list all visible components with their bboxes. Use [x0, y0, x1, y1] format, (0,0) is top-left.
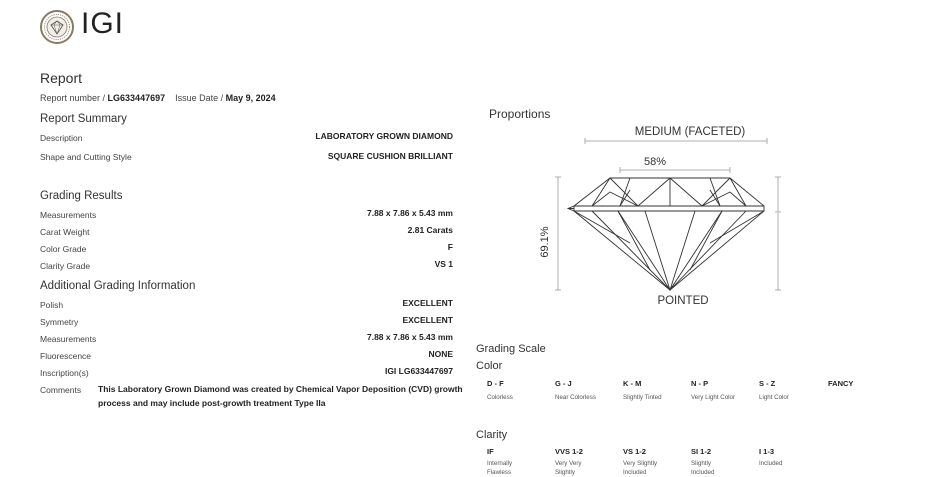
clarity-desc: Included: [691, 469, 715, 476]
color-scale-item: [759, 379, 824, 402]
color-grade: FANCY: [828, 379, 854, 388]
symmetry-label: Symmetry: [40, 317, 79, 327]
shape-label: Shape and Cutting Style: [40, 152, 132, 162]
clarity-desc: Very Slightly: [623, 460, 658, 467]
clarity-grade-value: VS 1: [434, 259, 453, 269]
grading-results-heading: Grading Results: [40, 190, 123, 202]
diamond-outline: [568, 178, 764, 290]
color-scale-item: [555, 379, 620, 402]
clarity-desc: Slightly: [691, 460, 711, 467]
clarity-desc: Included: [623, 469, 647, 476]
color-desc: Light Color: [759, 394, 789, 401]
clarity-grade: IF: [487, 447, 494, 456]
clarity-scale-heading: Clarity: [476, 429, 508, 441]
color-scale-item: [487, 379, 547, 402]
clarity-desc: Slightly: [555, 469, 575, 476]
grading-scale-heading: Grading Scale: [476, 343, 546, 355]
measurements-value-2: 7.88 x 7.86 x 5.43 mm: [366, 332, 453, 342]
clarity-scale-item: [691, 447, 756, 477]
depth-label: 69.1%: [539, 226, 551, 258]
measurements-label: Measurements: [40, 210, 97, 220]
color-scale-item: [623, 379, 688, 402]
clarity-grade: SI 1-2: [691, 447, 712, 456]
description-value: LABORATORY GROWN DIAMOND: [315, 131, 453, 141]
clarity-scale-item: [555, 447, 620, 477]
color-desc: Very Light Color: [691, 394, 736, 401]
color-grade: G - J: [555, 379, 572, 388]
symmetry-value: EXCELLENT: [402, 315, 453, 325]
fluorescence-label: Fluorescence: [40, 351, 92, 361]
fluorescence-value: NONE: [428, 349, 453, 359]
color-scale-heading: Color: [476, 360, 503, 372]
polish-value: EXCELLENT: [402, 298, 453, 308]
inscription-value: IGI LG633447697: [384, 366, 453, 376]
issue-date-label: Issue Date /: [175, 93, 224, 103]
clarity-desc: Very Very: [555, 460, 582, 467]
clarity-desc: Included: [759, 460, 783, 467]
issue-date: May 9, 2024: [225, 93, 276, 103]
clarity-scale-item: [759, 447, 824, 468]
diamond-proportions-diagram: [530, 120, 800, 315]
measurements-value: 7.88 x 7.86 x 5.43 mm: [366, 208, 453, 218]
color-desc: Colorless: [487, 394, 513, 401]
color-grade: N - P: [691, 379, 709, 388]
clarity-grade: I 1-3: [759, 447, 775, 456]
color-desc: Near Colorless: [555, 394, 596, 401]
proportions-heading: Proportions: [489, 107, 551, 121]
clarity-desc: Flawless: [487, 469, 512, 476]
shape-value: SQUARE CUSHION BRILLIANT: [327, 151, 453, 161]
girdle-label: MEDIUM (FACETED): [634, 126, 746, 138]
brand-logo: IGI: [81, 7, 125, 40]
report-number: LG633447697: [107, 93, 166, 103]
color-grade-label: Color Grade: [40, 244, 87, 254]
clarity-scale-item: [487, 447, 547, 477]
comments-text: This Laboratory Grown Diamond was created by Chemical Vapor Deposition (CVD) growth process and may include post-growth treatment Type IIa: [98, 384, 463, 408]
report-heading: Report: [40, 70, 83, 86]
report-meta: [40, 93, 276, 103]
clarity-desc: Internally: [487, 460, 513, 467]
carat-weight-value: 2.81 Carats: [407, 225, 453, 235]
additional-info-heading: Additional Grading Information: [40, 280, 196, 292]
clarity-grade: VS 1-2: [623, 447, 646, 456]
color-grade-value: F: [447, 242, 453, 252]
culet-label: POINTED: [657, 295, 709, 307]
color-grade: S - Z: [759, 379, 776, 388]
report-number-label: Report number /: [40, 93, 106, 103]
description-label: Description: [40, 133, 83, 143]
color-scale-item: [828, 379, 888, 388]
clarity-grade-label: Clarity Grade: [40, 261, 91, 271]
clarity-grade: VVS 1-2: [555, 447, 583, 456]
color-grade: D - F: [487, 379, 504, 388]
comments-label: Comments: [40, 385, 82, 395]
carat-weight-label: Carat Weight: [40, 227, 90, 237]
measurements-label-2: Measurements: [40, 334, 97, 344]
color-grade: K - M: [623, 379, 642, 388]
color-desc: Slightly Tinted: [623, 394, 662, 401]
color-scale-item: [691, 379, 756, 402]
clarity-scale-item: [623, 447, 688, 477]
report-summary-heading: Report Summary: [40, 113, 127, 125]
polish-label: Polish: [40, 300, 64, 310]
inscription-label: Inscription(s): [40, 368, 89, 378]
igi-seal-logo-icon: [40, 10, 74, 44]
table-label: 58%: [643, 156, 667, 168]
